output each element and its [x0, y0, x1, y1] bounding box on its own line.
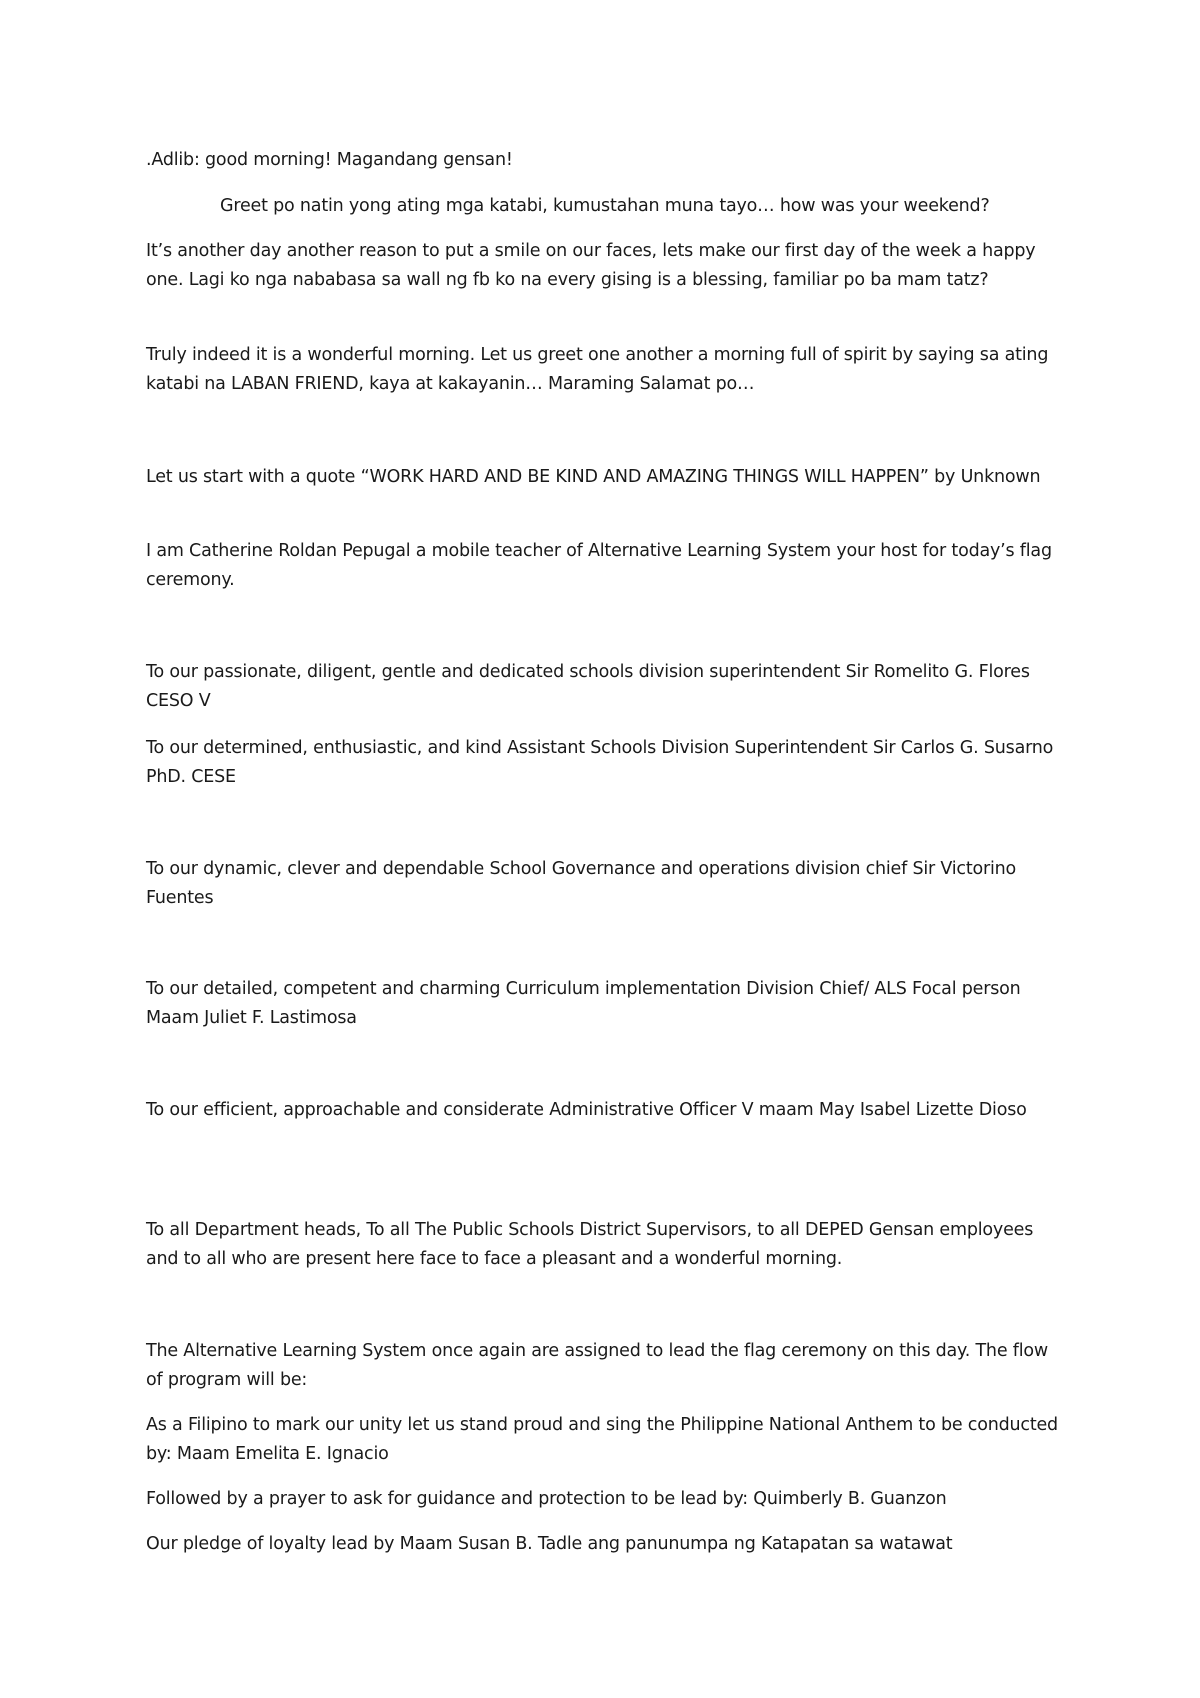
paragraph-admin-officer: To our efficient, approachable and considerate Administrative Officer V maam May Isabel Lizette Dioso — [146, 1100, 1027, 1120]
paragraph-department-heads: To all Department heads, To all The Public Schools District Supervisors, to all DEPED Gensan employees and to all who are present here face to face a pleasant and a wonderful morning. — [146, 1220, 1034, 1269]
paragraph-governance-chief: To our dynamic, clever and dependable School Governance and operations division chief Sir Victorino Fuentes — [146, 859, 1017, 908]
paragraph-quote: Let us start with a quote “WORK HARD AND BE KIND AND AMAZING THINGS WILL HAPPEN” by Unknown — [146, 467, 1041, 487]
paragraph-assistant-superintendent: To our determined, enthusiastic, and kind Assistant Schools Division Superintendent Sir Carlos G. Susarno PhD. CESE — [146, 738, 1054, 787]
paragraph-pledge: Our pledge of loyalty lead by Maam Susan B. Tadle ang panunumpa ng Katapatan sa watawat — [146, 1534, 953, 1554]
paragraph-truly-indeed: Truly indeed it is a wonderful morning. Let us greet one another a morning full of spirit by saying sa ating katabi na LABAN FRIEND, kaya at kakayanin… Maraming Salamat po… — [146, 345, 1049, 394]
paragraph-prayer: Followed by a prayer to ask for guidance and protection to be lead by: Quimberly B. Guanzon — [146, 1489, 947, 1509]
paragraph-another-day: It’s another day another reason to put a smile on our faces, lets make our first day of the week a happy one. Lagi ko nga nababasa sa wall ng fb ko na every gising is a blessing, familiar po ba mam tatz? — [146, 241, 1036, 290]
paragraph-adlib: .Adlib: good morning! Magandang gensan! — [146, 150, 513, 170]
paragraph-flow-of-program: The Alternative Learning System once again are assigned to lead the flag ceremony on this day. The flow of program will be: — [146, 1341, 1048, 1390]
paragraph-greet: Greet po natin yong ating mga katabi, kumustahan muna tayo… how was your weekend? — [220, 196, 990, 216]
paragraph-national-anthem: As a Filipino to mark our unity let us stand proud and sing the Philippine National Anthem to be conducted by: Maam Emelita E. Ignacio — [146, 1415, 1058, 1464]
paragraph-curriculum-chief: To our detailed, competent and charming Curriculum implementation Division Chief/ ALS Focal person Maam Juliet F. Lastimosa — [146, 979, 1021, 1028]
paragraph-superintendent: To our passionate, diligent, gentle and dedicated schools division superintendent Sir Romelito G. Flores CESO V — [146, 662, 1030, 711]
paragraph-host-intro: I am Catherine Roldan Pepugal a mobile teacher of Alternative Learning System your host for today’s flag ceremony. — [146, 541, 1052, 590]
